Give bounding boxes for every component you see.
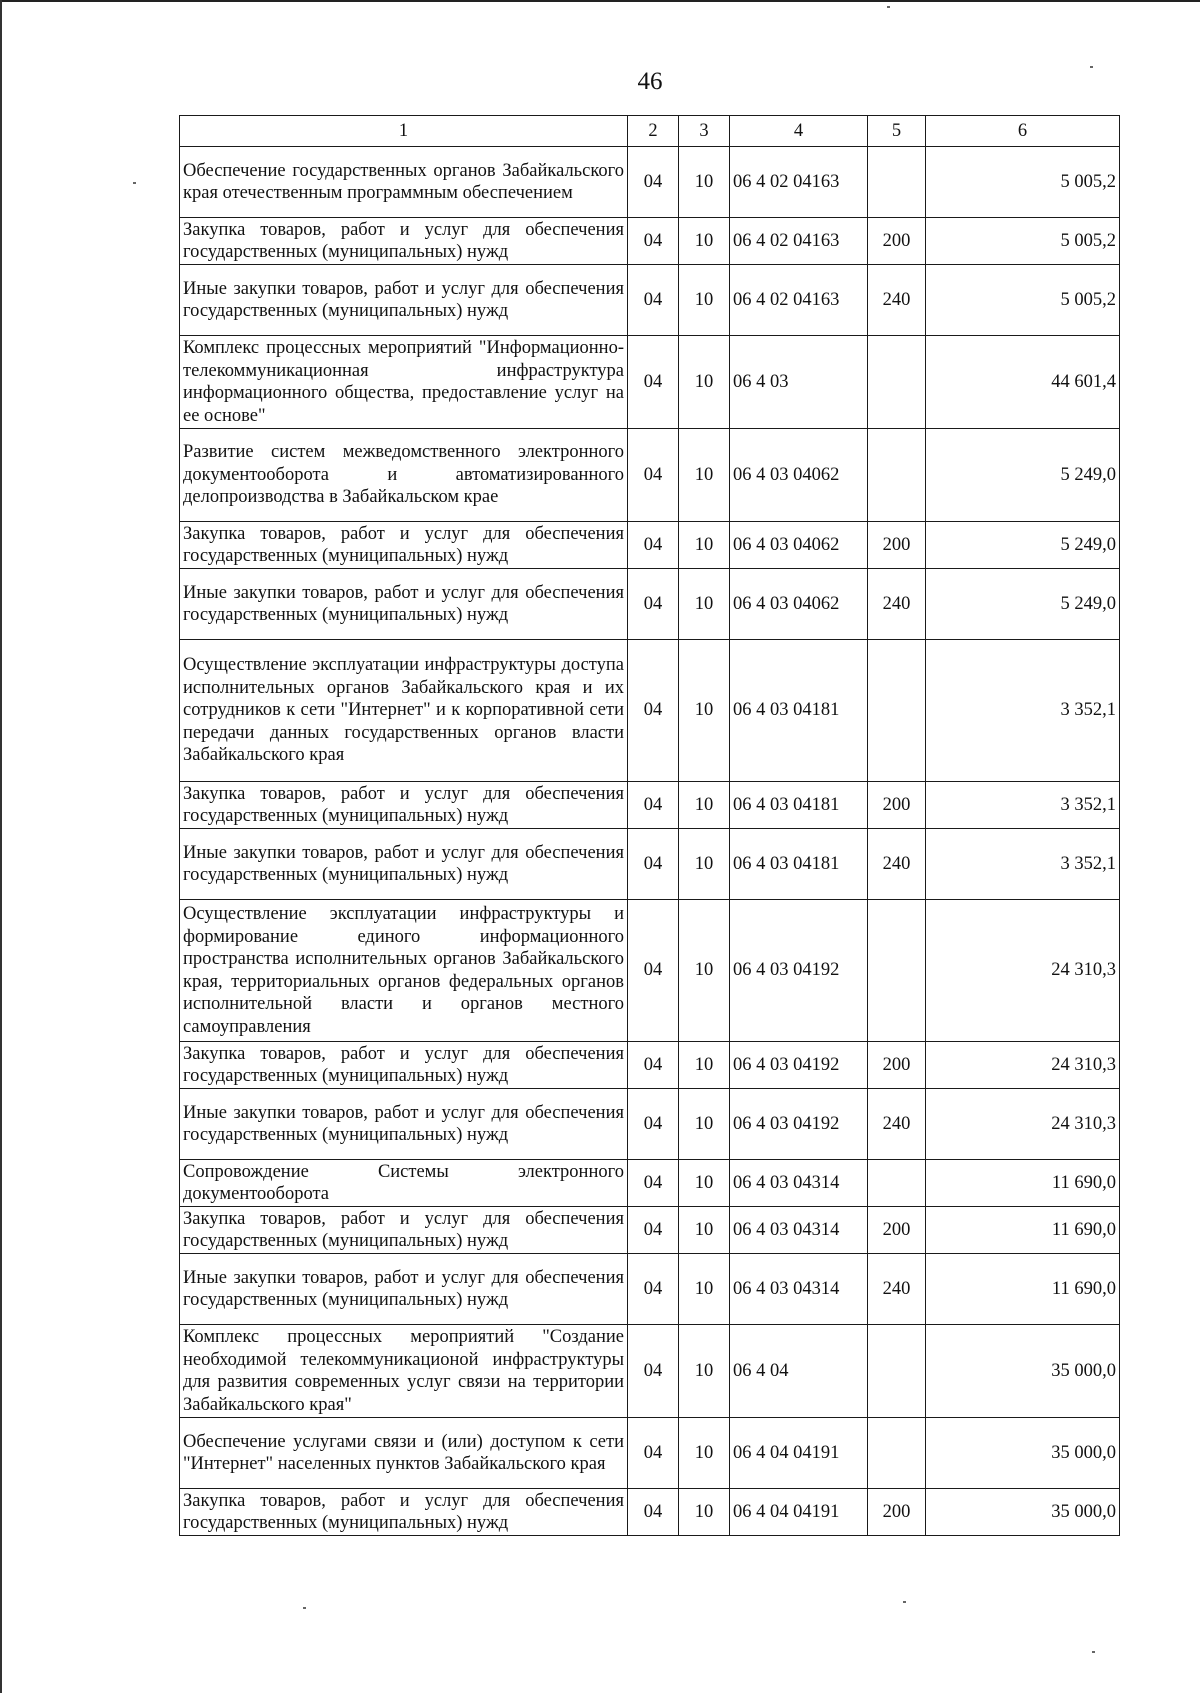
row-target-article: 06 4 04 04191 [730, 1418, 868, 1489]
scan-speck [887, 6, 890, 8]
scan-speck [1090, 66, 1093, 68]
row-section: 04 [628, 1254, 679, 1325]
table-row [180, 147, 1120, 218]
row-section: 04 [628, 1207, 679, 1254]
header-col-6: 6 [926, 116, 1120, 147]
row-subsection: 10 [679, 1254, 730, 1325]
row-amount: 24 310,3 [926, 900, 1120, 1042]
header-col-2: 2 [628, 116, 679, 147]
row-name: Закупка товаров, работ и услуг для обеспечения государственных (муниципальных) нужд [180, 1489, 628, 1536]
table-row [180, 429, 1120, 522]
row-section: 04 [628, 1325, 679, 1418]
row-section: 04 [628, 1160, 679, 1207]
row-expense-type: 200 [868, 218, 926, 265]
row-amount: 35 000,0 [926, 1418, 1120, 1489]
row-amount: 5 249,0 [926, 429, 1120, 522]
row-name: Комплекс процессных мероприятий "Создание необходимой телекоммуникационой инфраструктуры для развития современных услуг связи на территории Забайкальского края" [180, 1325, 628, 1418]
table-row [180, 1325, 1120, 1418]
row-expense-type: 240 [868, 1254, 926, 1325]
row-expense-type: 240 [868, 569, 926, 640]
row-subsection: 10 [679, 640, 730, 782]
row-subsection: 10 [679, 265, 730, 336]
row-expense-type: 240 [868, 1089, 926, 1160]
row-section: 04 [628, 336, 679, 429]
row-subsection: 10 [679, 782, 730, 829]
row-section: 04 [628, 218, 679, 265]
row-name: Закупка товаров, работ и услуг для обеспечения государственных (муниципальных) нужд [180, 782, 628, 829]
row-amount: 24 310,3 [926, 1042, 1120, 1089]
row-target-article: 06 4 03 04062 [730, 569, 868, 640]
row-name: Сопровождение Системы электронного документооборота [180, 1160, 628, 1207]
row-amount: 5 249,0 [926, 569, 1120, 640]
table-row [180, 1254, 1120, 1325]
row-name: Осуществление эксплуатации инфраструктуры доступа исполнительных органов Забайкальского края и их сотрудников к сети "Интернет" и к корпоративной сети передачи данных государственных органов власти Забайкальского края [180, 640, 628, 782]
row-section: 04 [628, 640, 679, 782]
row-subsection: 10 [679, 1489, 730, 1536]
row-target-article: 06 4 03 04192 [730, 1042, 868, 1089]
row-amount: 5 005,2 [926, 218, 1120, 265]
row-target-article: 06 4 03 04314 [730, 1207, 868, 1254]
table-row [180, 1089, 1120, 1160]
row-expense-type: 240 [868, 265, 926, 336]
row-target-article: 06 4 03 04314 [730, 1254, 868, 1325]
scan-speck [1092, 1651, 1095, 1653]
table-row [180, 782, 1120, 829]
row-section: 04 [628, 1418, 679, 1489]
row-target-article: 06 4 04 [730, 1325, 868, 1418]
row-name: Иные закупки товаров, работ и услуг для обеспечения государственных (муниципальных) нужд [180, 1254, 628, 1325]
row-subsection: 10 [679, 522, 730, 569]
table-row [180, 829, 1120, 900]
table-row [180, 640, 1120, 782]
row-subsection: 10 [679, 569, 730, 640]
row-amount: 11 690,0 [926, 1207, 1120, 1254]
table-row [180, 1489, 1120, 1536]
row-subsection: 10 [679, 218, 730, 265]
row-target-article: 06 4 03 04181 [730, 829, 868, 900]
table-row [180, 569, 1120, 640]
row-target-article: 06 4 03 04192 [730, 1089, 868, 1160]
row-section: 04 [628, 569, 679, 640]
row-target-article: 06 4 03 04314 [730, 1160, 868, 1207]
row-subsection: 10 [679, 429, 730, 522]
row-expense-type: 200 [868, 1207, 926, 1254]
row-target-article: 06 4 03 [730, 336, 868, 429]
row-expense-type [868, 1160, 926, 1207]
row-subsection: 10 [679, 1042, 730, 1089]
page-number: 46 [637, 68, 663, 95]
row-subsection: 10 [679, 1089, 730, 1160]
table-row [180, 336, 1120, 429]
table-row [180, 1042, 1120, 1089]
row-section: 04 [628, 1042, 679, 1089]
row-name: Обеспечение услугами связи и (или) доступом к сети "Интернет" населенных пунктов Забайкальского края [180, 1418, 628, 1489]
header-col-1: 1 [180, 116, 628, 147]
row-name: Иные закупки товаров, работ и услуг для обеспечения государственных (муниципальных) нужд [180, 265, 628, 336]
table-row [180, 1418, 1120, 1489]
row-target-article: 06 4 03 04181 [730, 640, 868, 782]
row-amount: 44 601,4 [926, 336, 1120, 429]
row-subsection: 10 [679, 1207, 730, 1254]
table-row [180, 1160, 1120, 1207]
row-name: Комплекс процессных мероприятий "Информационно-телекоммуникационная инфраструктура информационного общества, предоставление услуг на ее основе" [180, 336, 628, 429]
scan-speck [903, 1601, 906, 1603]
row-target-article: 06 4 03 04062 [730, 522, 868, 569]
row-section: 04 [628, 782, 679, 829]
scan-speck [133, 182, 136, 184]
row-expense-type [868, 336, 926, 429]
table-header [180, 116, 1120, 147]
budget-table [179, 115, 1120, 1536]
row-name: Закупка товаров, работ и услуг для обеспечения государственных (муниципальных) нужд [180, 522, 628, 569]
row-target-article: 06 4 02 04163 [730, 218, 868, 265]
row-target-article: 06 4 02 04163 [730, 147, 868, 218]
row-name: Закупка товаров, работ и услуг для обеспечения государственных (муниципальных) нужд [180, 1042, 628, 1089]
row-expense-type [868, 429, 926, 522]
row-subsection: 10 [679, 1325, 730, 1418]
row-amount: 5 249,0 [926, 522, 1120, 569]
row-name: Иные закупки товаров, работ и услуг для обеспечения государственных (муниципальных) нужд [180, 829, 628, 900]
row-name: Осуществление эксплуатации инфраструктуры и формирование единого информационного пространства исполнительных органов Забайкальского края, территориальных органов федеральных органов исполнительной власти и органов местного самоуправления [180, 900, 628, 1042]
row-section: 04 [628, 147, 679, 218]
row-expense-type [868, 640, 926, 782]
row-subsection: 10 [679, 1418, 730, 1489]
row-expense-type: 200 [868, 1042, 926, 1089]
table-row [180, 1207, 1120, 1254]
row-name: Закупка товаров, работ и услуг для обеспечения государственных (муниципальных) нужд [180, 218, 628, 265]
header-col-5: 5 [868, 116, 926, 147]
row-name: Иные закупки товаров, работ и услуг для обеспечения государственных (муниципальных) нужд [180, 1089, 628, 1160]
table-body [180, 147, 1120, 1536]
row-amount: 3 352,1 [926, 829, 1120, 900]
row-amount: 35 000,0 [926, 1489, 1120, 1536]
row-name: Закупка товаров, работ и услуг для обеспечения государственных (муниципальных) нужд [180, 1207, 628, 1254]
row-subsection: 10 [679, 1160, 730, 1207]
row-subsection: 10 [679, 147, 730, 218]
row-expense-type [868, 900, 926, 1042]
row-section: 04 [628, 900, 679, 1042]
row-name: Развитие систем межведомственного электронного документооборота и автоматизированного делопроизводства в Забайкальском крае [180, 429, 628, 522]
row-section: 04 [628, 829, 679, 900]
scan-speck [303, 1607, 306, 1609]
row-expense-type [868, 1418, 926, 1489]
row-amount: 3 352,1 [926, 782, 1120, 829]
header-col-4: 4 [730, 116, 868, 147]
row-target-article: 06 4 03 04181 [730, 782, 868, 829]
row-name: Обеспечение государственных органов Забайкальского края отечественным программным обеспечением [180, 147, 628, 218]
row-section: 04 [628, 429, 679, 522]
row-amount: 35 000,0 [926, 1325, 1120, 1418]
row-section: 04 [628, 265, 679, 336]
row-subsection: 10 [679, 900, 730, 1042]
table-row [180, 265, 1120, 336]
row-expense-type: 200 [868, 782, 926, 829]
page-edge-left [0, 0, 2, 1693]
row-amount: 5 005,2 [926, 265, 1120, 336]
table-row [180, 218, 1120, 265]
row-target-article: 06 4 04 04191 [730, 1489, 868, 1536]
row-expense-type [868, 147, 926, 218]
page-edge-top [0, 0, 1200, 2]
row-target-article: 06 4 03 04062 [730, 429, 868, 522]
row-target-article: 06 4 02 04163 [730, 265, 868, 336]
table-row [180, 900, 1120, 1042]
row-subsection: 10 [679, 336, 730, 429]
row-amount: 5 005,2 [926, 147, 1120, 218]
row-amount: 24 310,3 [926, 1089, 1120, 1160]
row-subsection: 10 [679, 829, 730, 900]
table-row [180, 522, 1120, 569]
header-row [180, 116, 1120, 147]
row-amount: 3 352,1 [926, 640, 1120, 782]
row-section: 04 [628, 1089, 679, 1160]
header-col-3: 3 [679, 116, 730, 147]
row-section: 04 [628, 1489, 679, 1536]
row-expense-type: 240 [868, 829, 926, 900]
row-expense-type [868, 1325, 926, 1418]
row-amount: 11 690,0 [926, 1254, 1120, 1325]
row-name: Иные закупки товаров, работ и услуг для обеспечения государственных (муниципальных) нужд [180, 569, 628, 640]
row-expense-type: 200 [868, 1489, 926, 1536]
row-section: 04 [628, 522, 679, 569]
row-amount: 11 690,0 [926, 1160, 1120, 1207]
row-expense-type: 200 [868, 522, 926, 569]
row-target-article: 06 4 03 04192 [730, 900, 868, 1042]
